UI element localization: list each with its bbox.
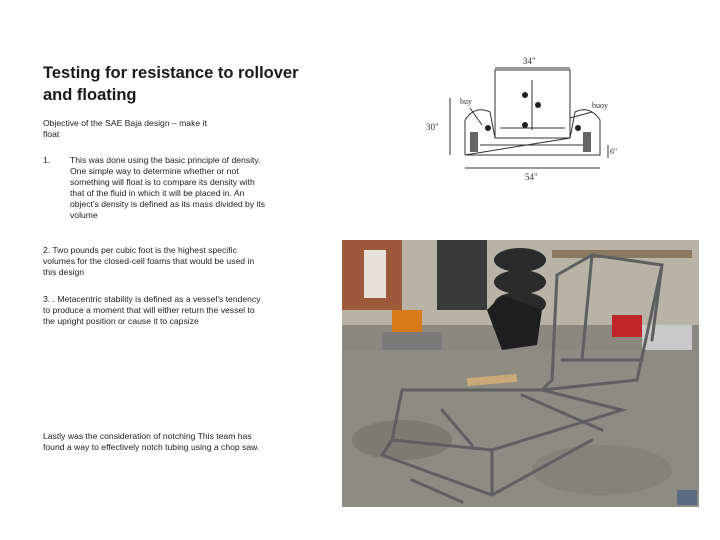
buoyancy-sketch [420, 50, 630, 190]
list-number: 1. [43, 155, 51, 165]
paragraph-metacentric-stability: 3. . Metacentric stability is defined as a vessel's tendency to produce a moment that will either return the vessel to the upright position or cause it to capsize [43, 294, 261, 326]
top-dimension-label: 34" [523, 56, 536, 66]
frame-photo [342, 240, 699, 507]
list-item-text: This was done using the basic principle of density. One simple way to determine whether or not something will float is to compare its density with that of the fluid in which it will be placed in. An object's density is defined as its mass divided by its volume [70, 155, 266, 220]
paragraph-foam-density: 2. Two pounds per cubic foot is the highest specific volumes for the closed-cell foams that would be used in this design [43, 245, 255, 277]
slide-title: Testing for resistance to rollover and floating [43, 64, 299, 104]
left-buoy-label: buy [460, 97, 472, 106]
paragraph-notching: Lastly was the consideration of notching This team has found a way to effectively notch tubing using a chop saw. [43, 431, 260, 452]
side-dimension-label: 6" [610, 147, 618, 156]
bottom-dimension-label: 54" [525, 172, 538, 182]
objective-text: Objective of the SAE Baja design – make it float [43, 118, 207, 139]
height-dimension-label: 30" [426, 122, 439, 132]
right-buoy-label: buoy [592, 101, 608, 110]
